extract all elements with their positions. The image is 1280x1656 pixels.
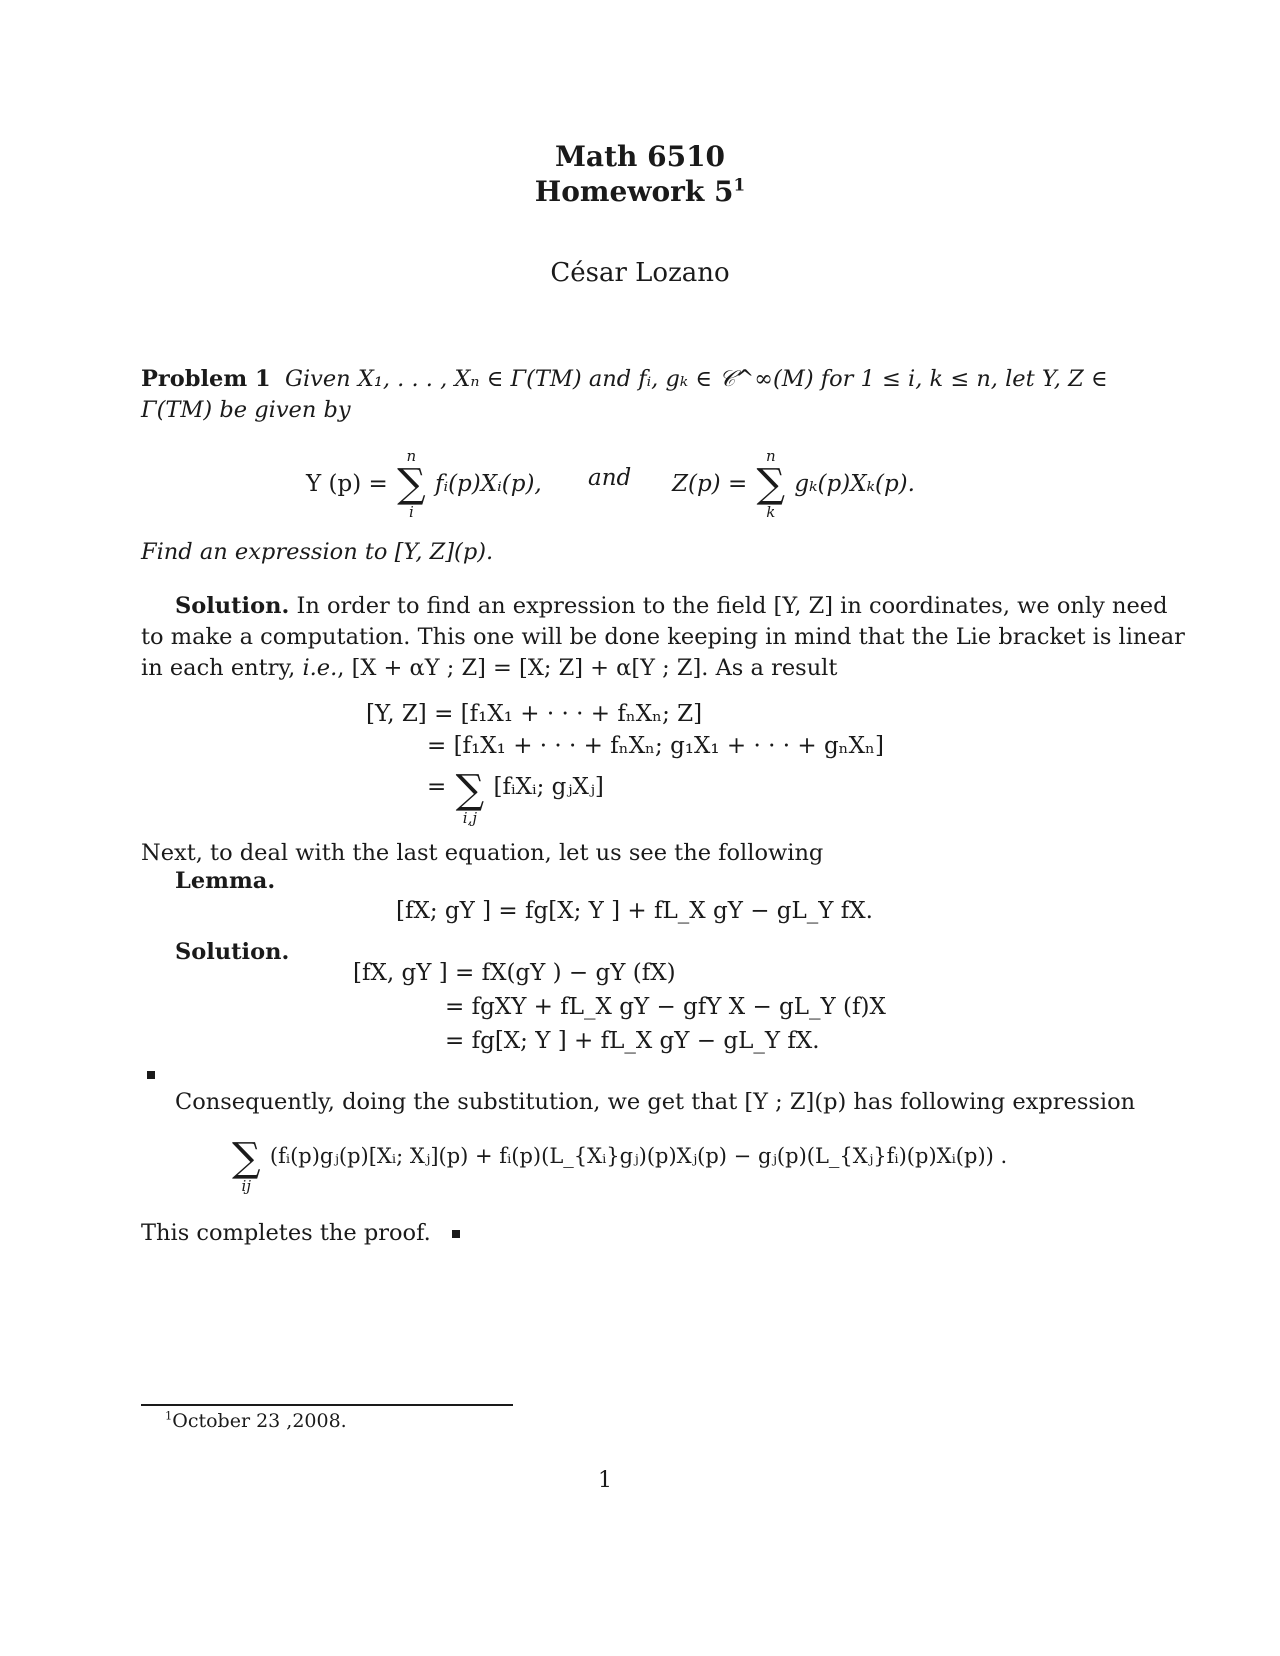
problem-statement-line1: Given X₁, . . . , Xₙ ∈ Γ(TM) and fᵢ, gₖ ∈ 𝒞^∞(M) for 1 ≤ i, k ≤ n, let Y, Z ∈ — [284, 366, 1108, 392]
page-number: 1 — [598, 1468, 612, 1493]
problem-label: Problem 1 — [141, 366, 271, 392]
final-expression — [230, 1135, 1008, 1195]
footnote — [165, 1410, 347, 1432]
consequently-sentence: Consequently, doing the substitution, we get that [Y ; Z](p) has following expression — [175, 1089, 1136, 1115]
sum-z-lower: k — [766, 503, 776, 521]
find-expression: Find an expression to [Y, Z](p). — [141, 539, 494, 565]
equation-z-rhs: gₖ(p)Xₖ(p). — [794, 471, 915, 497]
sum-symbol-y: n ∑ i — [397, 447, 426, 521]
qed-square-proof — [452, 1230, 460, 1238]
solution-line1: In order to find an expression to the field [Y, Z] in coordinates, we only need — [296, 593, 1168, 619]
solution-label: Solution. — [175, 593, 290, 619]
sum-y-lower: i — [408, 503, 414, 521]
footnote-number: 1 — [165, 1408, 173, 1423]
footnote-mark: 1 — [733, 174, 746, 195]
author-name: César Lozano — [550, 258, 730, 288]
sum-symbol-z: n ∑ k — [756, 447, 786, 521]
solution-line3-b: , [X + αY ; Z] = [X; Z] + α[Y ; Z]. As a result — [337, 655, 838, 681]
sum-symbol-ij: ∑ i,j — [455, 767, 485, 827]
solution-ie: i.e. — [302, 655, 338, 681]
sum-final-lower: ij — [241, 1177, 251, 1195]
equation-z — [672, 448, 915, 520]
lemma-statement: [fX; gY ] = fg[X; Y ] + fL_X gY − gL_Y fX. — [396, 898, 873, 924]
lemma-solution-label: Solution. — [175, 939, 290, 965]
footnote-rule — [141, 1404, 513, 1406]
equation-y — [306, 448, 542, 520]
final-expression-body: (fᵢ(p)gⱼ(p)[Xᵢ; Xⱼ](p) + fᵢ(p)(L_{Xᵢ}gⱼ)(p)Xⱼ(p) − gⱼ(p)(L_{Xⱼ}fᵢ)(p)Xᵢ(p)) . — [269, 1144, 1008, 1168]
sum-symbol-final: ∑ ij — [232, 1135, 261, 1195]
homework-title-text: Homework 5 — [534, 175, 734, 208]
bracket-eq-line2: = [f₁X₁ + · · · + fₙXₙ; g₁X₁ + · · · + gₙXₙ] — [427, 733, 884, 759]
next-sentence: Next, to deal with the last equation, let us see the following — [141, 840, 824, 866]
completes-sentence — [141, 1218, 460, 1249]
lemma-proof-line2: = fgXY + fL_X gY − gfY X − gL_Y (f)X — [445, 994, 886, 1020]
sum-y-upper: n — [406, 447, 417, 465]
solution-paragraph — [141, 591, 1185, 684]
bracket-eq-rhs: [f₁X₁ + · · · + fₙXₙ; Z] — [460, 701, 703, 727]
course-title: Math 6510 — [554, 140, 726, 173]
lemma-label: Lemma. — [175, 868, 276, 894]
equation-and: and — [588, 465, 632, 491]
qed-square-lemma — [147, 1071, 155, 1079]
footnote-text: October 23 ,2008. — [172, 1410, 347, 1432]
lemma-proof-line1: [fX, gY ] = fX(gY ) − gY (fX) — [353, 960, 676, 986]
solution-line3-a: in each entry, — [141, 655, 303, 681]
problem-statement — [141, 364, 1108, 426]
bracket-eq-line3 — [427, 767, 604, 827]
homework-title — [0, 175, 1280, 208]
bracket-eq-lhs: [Y, Z] = — [366, 701, 454, 727]
completes-text: This completes the proof. — [141, 1220, 431, 1246]
lemma-proof-line3: = fg[X; Y ] + fL_X gY − gL_Y fX. — [445, 1028, 820, 1054]
problem-statement-line2: Γ(TM) be given by — [141, 397, 351, 423]
bracket-eq3-rhs: [fᵢXᵢ; gⱼXⱼ] — [493, 774, 604, 800]
equation-y-rhs: fᵢ(p)Xᵢ(p), — [434, 471, 542, 497]
bracket-eq-line1 — [366, 701, 702, 727]
sum-z-upper: n — [765, 447, 776, 465]
bracket-eq3-equals: = — [427, 774, 447, 800]
equation-z-lhs: Z(p) = — [672, 471, 748, 497]
equation-y-lhs: Y (p) = — [306, 471, 388, 497]
solution-line2: to make a computation. This one will be done keeping in mind that the Lie bracket is linear — [141, 624, 1185, 650]
sum-ij-lower: i,j — [462, 809, 477, 827]
